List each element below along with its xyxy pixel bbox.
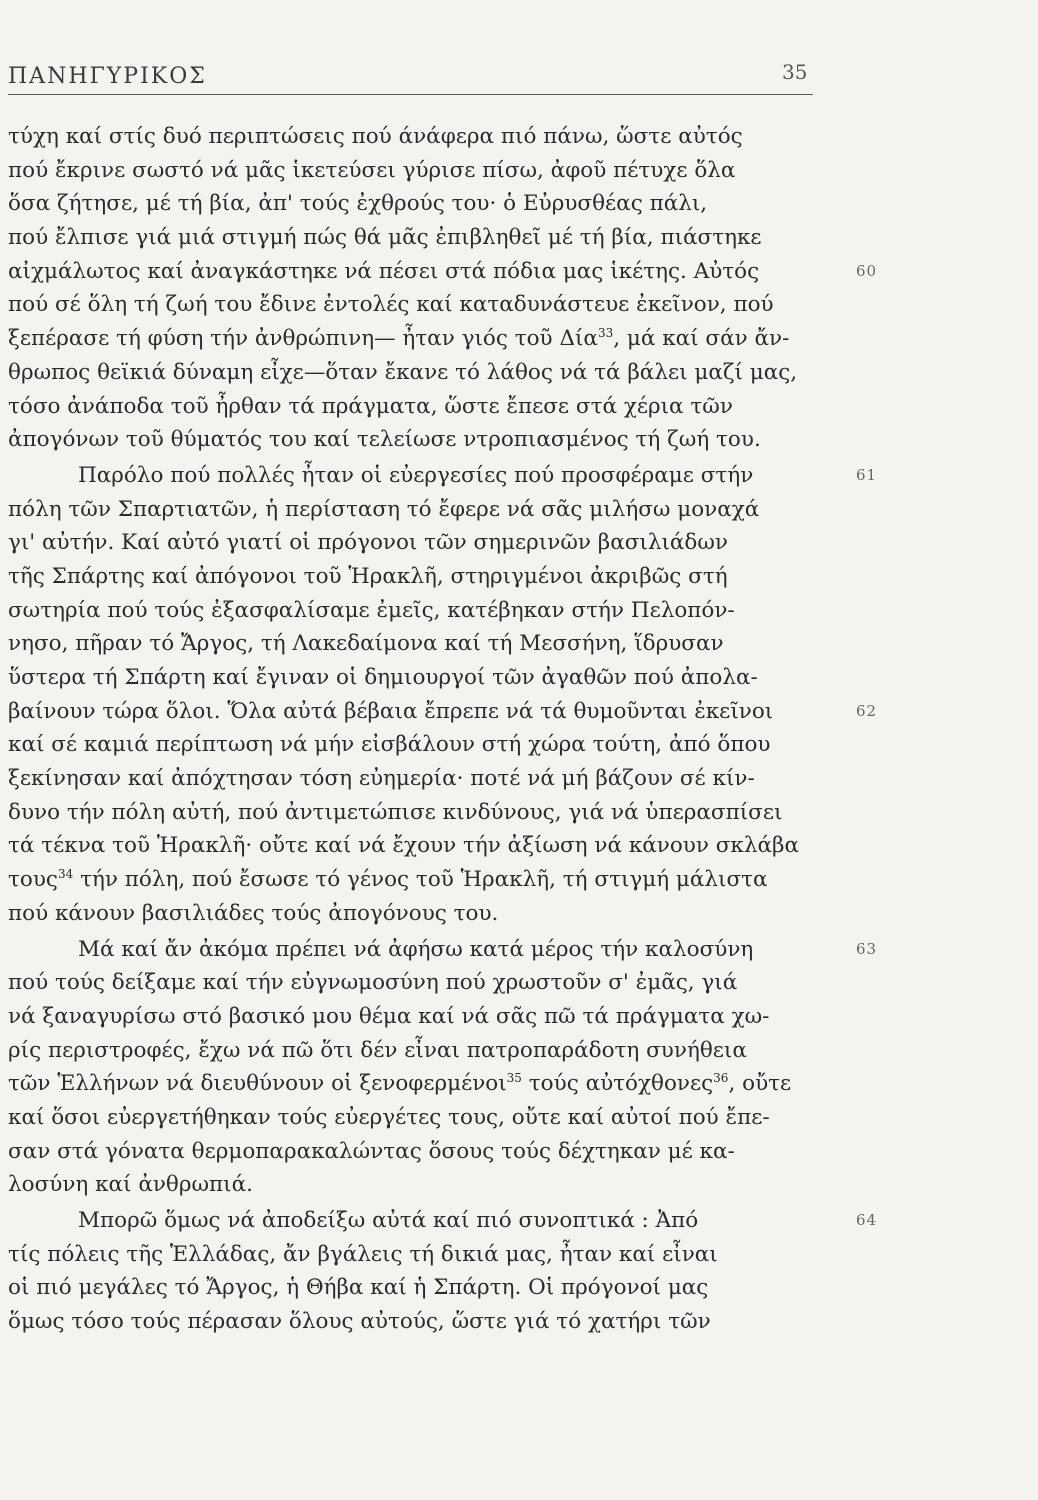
text-line: ὕστερα τή Σπάρτη καί ἔγιναν οἱ δημιουργοί τῶν ἀγαθῶν πού ἀπολα- <box>8 665 758 690</box>
text-line: δυνο τήν πόλη αὐτή, πού ἀντιμετώπισε κινδύνους, γιά νά ὑπερασπίσει <box>8 799 783 825</box>
text-line <box>8 255 878 289</box>
text-line: πόλη τῶν Σπαρτιατῶν, ἡ περίσταση τό ἔφερε νά σᾶς μιλήσω μοναχά <box>8 496 760 522</box>
text-line: νησο, πῆραν τό Ἄργος, τή Λακεδαίμονα καί τή Μεσσήνη, ἵδρυσαν <box>8 631 724 657</box>
text-line: γι' αὐτήν. Καί αὐτό γιατί οἱ πρόγονοι τῶν σημερινῶν βασιλιάδων <box>8 530 728 556</box>
text-line-tail: , οὔτε <box>728 1071 792 1097</box>
footnote-ref: 34 <box>57 866 74 881</box>
text-line: τύχη καί στίς δυό περιπτώσεις πού άνάφερα πιό πάνω, ὥστε αὐτός <box>8 124 743 149</box>
text-line-content: τῶν Ἑλλήνων νά διευθύνουν οἱ ξενοφερμένοι <box>8 1071 507 1097</box>
text-line: καί ὅσοι εὐεργετήθηκαν τούς εὐεργέτες τους, οὔτε καί αὐτοί πού ἔπε- <box>8 1104 770 1130</box>
text-line: σωτηρία πού τούς ἐξασφαλίσαμε ἐμεῖς, κατέβηκαν στήν Πελοπόν- <box>8 597 735 623</box>
paragraph-1 <box>8 120 878 457</box>
page-number: 35 <box>782 60 808 84</box>
text-line: οἱ πιό μεγάλες τό Ἄργος, ἡ Θήβα καί ἡ Σπάρτη. Οἱ πρόγονοί μας <box>8 1275 709 1301</box>
text-line: πού ἔκρινε σωστό νά μᾶς ἱκετεύσει γύρισε πίσω, ἀφοῦ πέτυχε ὅλα <box>8 157 736 183</box>
margin-section-number: 64 <box>856 1211 878 1229</box>
text-line: ὅμως τόσο τούς πέρασαν ὅλους αὐτούς, ὥστε γιά τό χατήρι τῶν <box>8 1309 711 1335</box>
text-line: σαν στά γόνατα θερμοπαρακαλώντας ὅσους τούς δέχτηκαν μέ κα- <box>8 1138 735 1164</box>
text-line: θρωπος θεϊκιά δύναμη εἶχε—ὅταν ἔκανε τό λάθος νά τά βάλει μαζί μας, <box>8 359 798 385</box>
text-line <box>8 863 828 897</box>
text-line-content: Μπορῶ ὅμως νά ἀποδείξω αὐτά καί πιό συνοπτικά : Ἀπό <box>78 1208 699 1233</box>
text-line-content: τήν πόλη, πού ἔσωσε τό γένος τοῦ Ἡρακλῆ, τή στιγμή μάλιστα <box>80 867 768 893</box>
text-line: καί σέ καμιά περίπτωση νά μήν εἰσβάλουν στή χώρα τούτη, ἀπό ὅπου <box>8 732 771 758</box>
text-line <box>8 1067 828 1101</box>
text-line-head: τους <box>8 867 58 893</box>
text-line-tail: , μά καί σάν ἄν- <box>613 326 790 352</box>
text-line: ξεκίνησαν καί ἀπόχτησαν τόση εὐημερία· ποτέ νά μή βάζουν σέ κίν- <box>8 766 755 792</box>
text-line: πού κάνουν βασιλιάδες τούς ἀπογόνους του. <box>8 900 499 926</box>
text-line-content: Μά καί ἄν ἀκόμα πρέπει νά ἀφήσω κατά μέρος τήν καλοσύνη <box>78 936 754 962</box>
text-line: λοσύνη καί ἀνθρωπιά. <box>8 1172 253 1198</box>
text-line <box>8 459 878 493</box>
text-line: τῆς Σπάρτης καί ἀπόγονοι τοῦ Ἡρακλῆ, στηριγμένοι ἀκριβῶς στή <box>8 563 728 589</box>
margin-section-number: 60 <box>856 261 878 280</box>
paragraph-3 <box>8 933 878 1203</box>
margin-section-number: 61 <box>856 465 878 484</box>
text-line-content: αἰχμάλωτος καί ἀναγκάστηκε νά πέσει στά πόδια μας ἱκέτης. Αὐτός <box>8 258 760 284</box>
text-line-content: ξεπέρασε τή φύση τήν ἀνθρώπινη— ἦταν γιός τοῦ Δία <box>8 326 598 352</box>
text-line: ρίς περιστροφές, ἔχω νά πῶ ὅτι δέν εἶναι πατροπαράδοτη συνήθεια <box>8 1037 747 1063</box>
footnote-ref: 35 <box>506 1071 522 1086</box>
text-line-content: Παρόλο πού πολλές ἦταν οἱ εὐεργεσίες πού προσφέραμε στήν <box>78 462 754 488</box>
text-line <box>8 695 878 729</box>
text-line: τά τέκνα τοῦ Ἡρακλῆ· οὔτε καί νά ἔχουν τήν ἀξίωση νά κάνουν σκλάβα <box>8 833 799 859</box>
text-line: ἀπογόνων τοῦ θύματός του καί τελείωσε ντροπιασμένος τή ζωή του. <box>8 427 761 453</box>
margin-section-number: 63 <box>856 939 878 958</box>
footnote-ref: 36 <box>713 1071 729 1086</box>
text-line <box>8 1204 878 1238</box>
text-line: πού ἔλπισε γιά μιά στιγμή πώς θά μᾶς ἐπιβληθεῖ μέ τή βία, πιάστηκε <box>8 225 762 251</box>
text-line: τίς πόλεις τῆς Ἑλλάδας, ἄν βγάλεις τή δικιά μας, ἦταν καί εἶναι <box>8 1241 718 1267</box>
text-line: ὅσα ζήτησε, μέ τή βία, ἀπ' τούς ἐχθρούς του· ὁ Εὐρυσθέας πάλι, <box>8 191 708 217</box>
margin-section-number: 62 <box>856 701 878 720</box>
body-text <box>8 120 878 1339</box>
paragraph-4 <box>8 1204 878 1339</box>
text-line: νά ξαναγυρίσω στό βασικό μου θέμα καί νά σᾶς πῶ τά πράγματα χω- <box>8 1003 770 1029</box>
text-line-content: βαίνουν τώρα ὅλοι. Ὅλα αὐτά βέβαια ἔπρεπε νά τά θυμοῦνται ἐκεῖνοι <box>8 698 774 724</box>
footnote-ref: 33 <box>597 325 614 340</box>
text-line: πού τούς δείξαμε καί τήν εὐγνωμοσύνη πού χρωστοῦν σ' ἐμᾶς, γιά <box>8 970 738 996</box>
paragraph-2 <box>8 459 878 931</box>
header-rule <box>8 94 813 95</box>
running-head-title: ΠΑΝΗΓΥΡΙΚΟΣ <box>8 64 207 89</box>
text-line <box>8 322 828 356</box>
text-line: πού σέ ὅλη τή ζωή του ἔδινε ἐντολές καί καταδυνάστευε ἐκεῖνον, πού <box>8 292 774 318</box>
text-line: τόσο ἀνάποδα τοῦ ἦρθαν τά πράγματα, ὥστε ἔπεσε στά χέρια τῶν <box>8 393 733 419</box>
text-line-mid: τούς αὐτόχθονες <box>521 1071 714 1097</box>
text-line <box>8 933 878 967</box>
